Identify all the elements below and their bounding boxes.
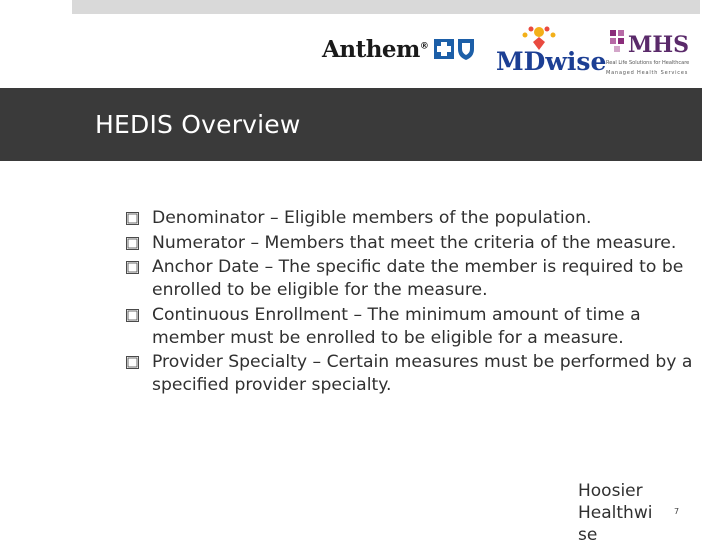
bullet-text: Provider Specialty – Certain measures must be performed by a specified provider specialty. — [152, 352, 693, 395]
title-bar — [0, 88, 702, 161]
list-item — [124, 207, 694, 230]
logo-strip — [0, 14, 720, 88]
bullet-text: Denominator – Eligible members of the population. — [152, 208, 592, 228]
list-item — [124, 351, 694, 397]
bullet-text: Continuous Enrollment – The minimum amount of time a member must be enrolled to be eligible for a measure. — [152, 304, 641, 348]
anthem-wordmark: Anthem® — [322, 35, 429, 63]
checkbox-outline-icon — [126, 309, 139, 322]
svg-text:Managed Health Services: Managed Health Services — [606, 70, 689, 76]
mdwise-logo — [493, 22, 607, 76]
top-decorative-bar — [72, 0, 700, 14]
list-item — [124, 232, 694, 255]
footer-program-name: Hoosier Healthwise — [578, 481, 653, 545]
list-item — [124, 256, 694, 302]
checkbox-outline-icon — [126, 237, 139, 250]
svg-text:MDwise: MDwise — [496, 47, 607, 76]
checkbox-outline-icon — [126, 261, 139, 274]
anthem-logo — [322, 34, 478, 64]
mhs-logo — [604, 24, 700, 84]
checkbox-outline-icon — [126, 356, 139, 369]
svg-text:MHS: MHS — [628, 32, 690, 58]
svg-text:Real Life Solutions for Health: Real Life Solutions for Healthcare — [606, 60, 690, 66]
blue-cross-blue-shield-icon — [432, 36, 478, 62]
slide-title: HEDIS Overview — [95, 110, 301, 139]
bullet-text: Anchor Date – The specific date the member is required to be enrolled to be eligible for the measure. — [152, 257, 684, 300]
bullet-text: Numerator – Members that meet the criteria of the measure. — [152, 232, 677, 253]
page-number: 7 — [674, 507, 680, 516]
bullet-list — [124, 207, 694, 399]
checkbox-outline-icon — [126, 212, 139, 225]
list-item — [124, 304, 694, 350]
